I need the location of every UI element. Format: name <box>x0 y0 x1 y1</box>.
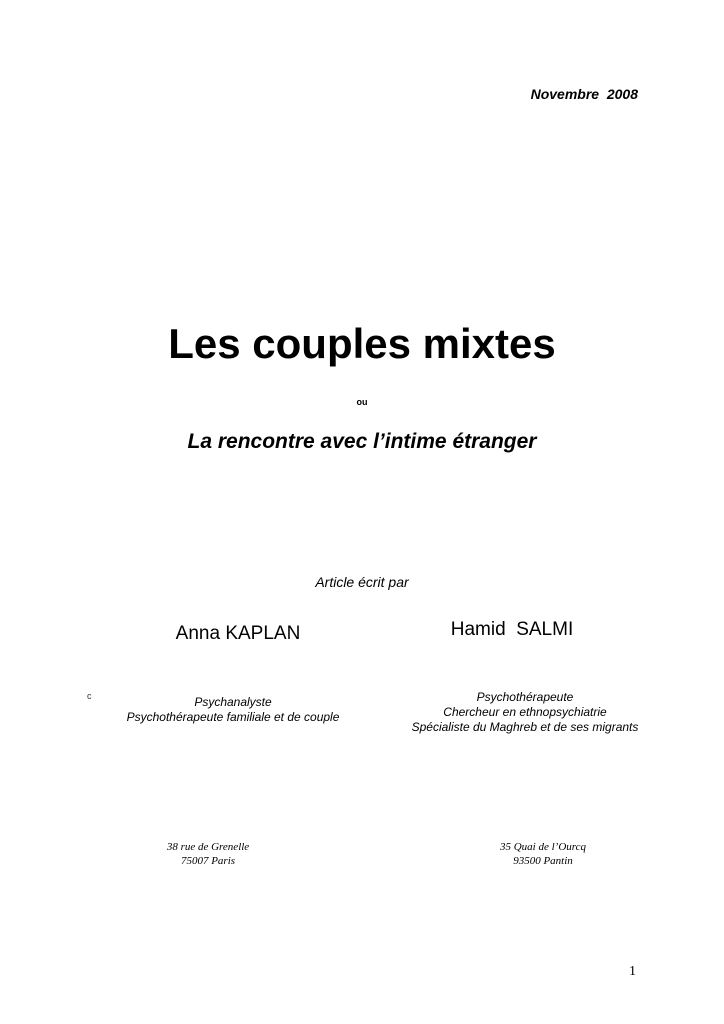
role-line: Psychothérapeute <box>476 690 574 704</box>
address-line: 38 rue de Grenelle <box>166 841 250 853</box>
document-title: Les couples mixtes <box>168 320 556 367</box>
address-line: 93500 Pantin <box>513 855 573 867</box>
byline: Article écrit par <box>315 574 409 590</box>
title-connector: ou <box>356 397 368 407</box>
author-roles-kaplan <box>103 695 363 725</box>
document-date: Novembre 2008 <box>530 86 638 102</box>
address-line: 75007 Paris <box>180 855 236 867</box>
role-line: Psychanalyste <box>194 695 272 709</box>
address-salmi <box>443 840 643 868</box>
author-name-salmi: Hamid SALMI <box>450 619 574 640</box>
role-line: Chercheur en ethnopsychiatrie <box>443 705 607 719</box>
author-name-kaplan: Anna KAPLAN <box>175 623 301 644</box>
document-subtitle: La rencontre avec l’intime étranger <box>187 430 537 453</box>
role-line: Psychothérapeute familiale et de couple <box>126 710 340 724</box>
author-roles-salmi <box>385 690 665 735</box>
role-line: Spécialiste du Maghreb et de ses migrants <box>411 720 639 734</box>
address-line: 35 Quai de l’Ourcq <box>499 841 587 853</box>
stray-mark: c <box>87 691 92 701</box>
page-number: 1 <box>629 964 636 979</box>
address-kaplan <box>108 840 308 868</box>
